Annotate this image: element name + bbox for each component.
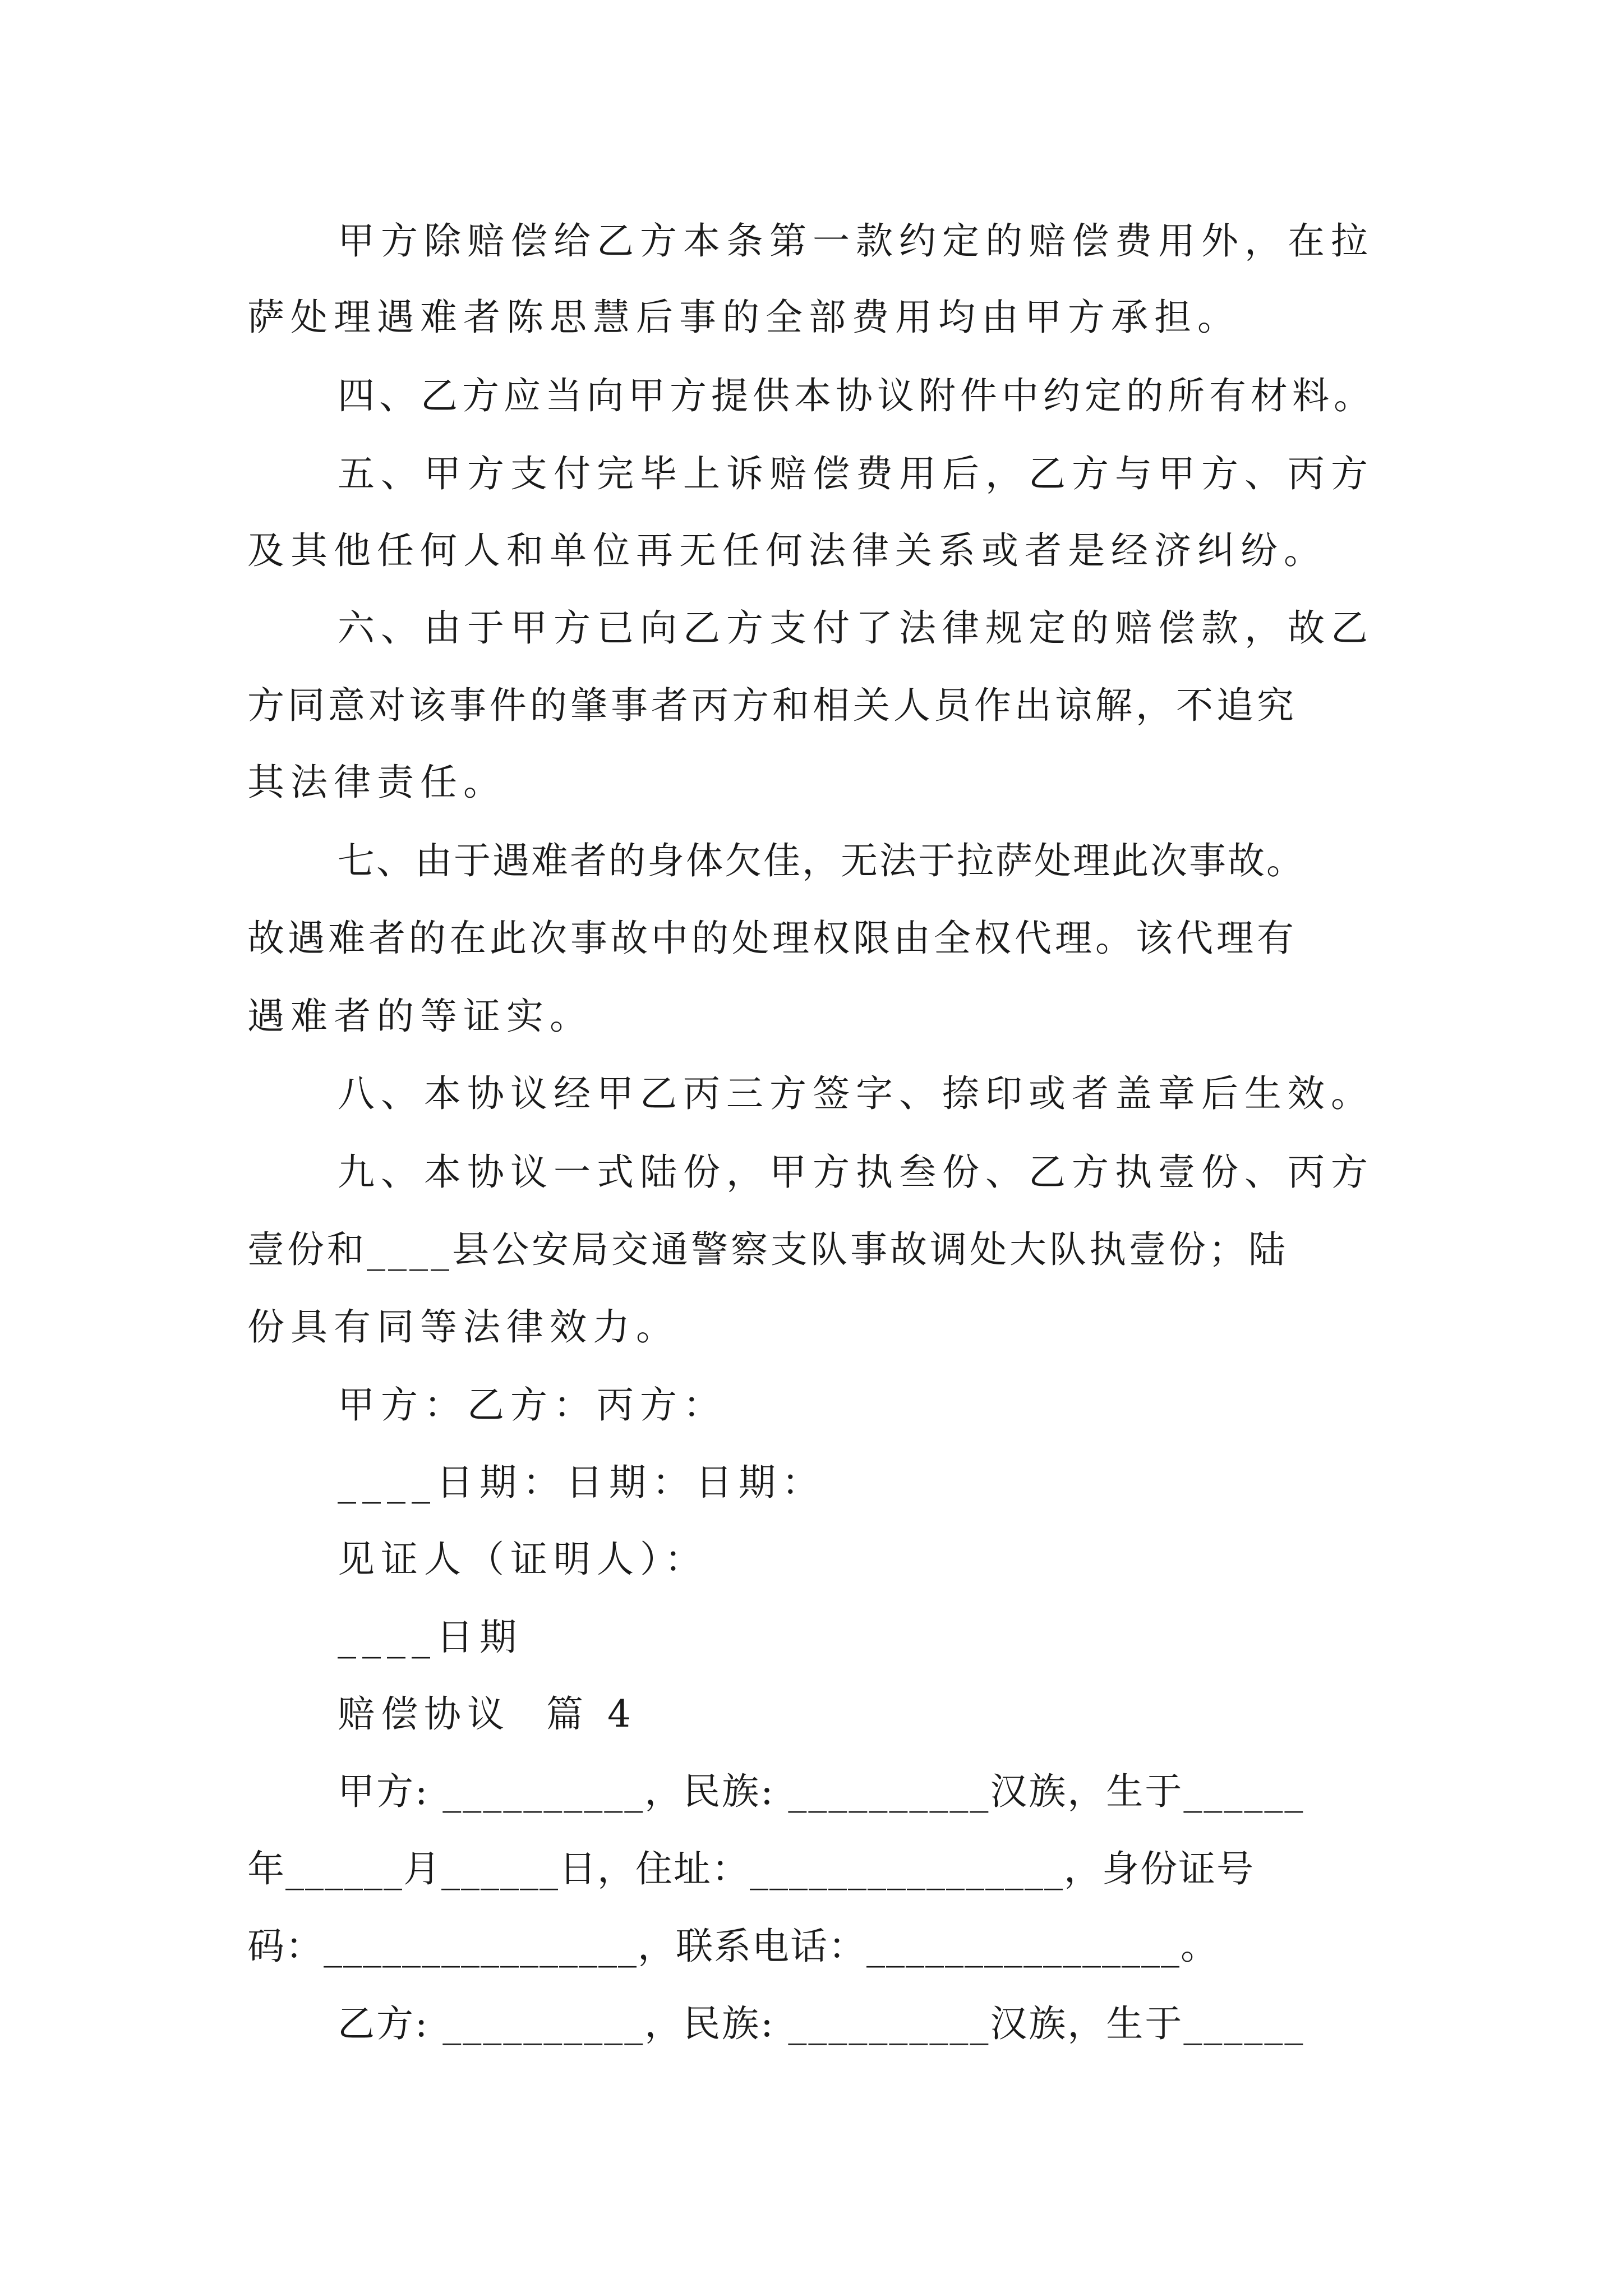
text-line: 七、由于遇难者的身体欠佳，无法于拉萨处理此次事故。 (338, 839, 1305, 882)
form-line: 乙方: __________，民族: __________汉族，生于______ (338, 2002, 1305, 2045)
text-line: 故遇难者的在此次事故中的处理权限由全权代理。该代理有 (247, 917, 1297, 960)
text-line: 份具有同等法律效力。 (247, 1305, 679, 1349)
text-line: 八、本协议经甲乙丙三方签字、捺印或者盖章后生效。 (338, 1072, 1374, 1115)
text-line: 及其他任何人和单位再无任何法律关系或者是经济纠纷。 (247, 529, 1327, 572)
text-line: 见证人（证明人）： (338, 1538, 708, 1581)
form-line: 码：________________，联系电话：________________。 (247, 1925, 1219, 1968)
form-line: 甲方: __________，民族: __________汉族，生于______ (338, 1770, 1305, 1813)
text-line: 甲方除赔偿给乙方本条第一款约定的赔偿费用外，在拉 (338, 219, 1374, 263)
text-line: 甲方：乙方：丙方： (338, 1383, 726, 1427)
text-line: 壹份和____县公安局交通警察支队事故调处大队执壹份；陆 (247, 1228, 1288, 1271)
text-line: ____日期 (338, 1616, 523, 1659)
text-line: ____日期：日期：日期： (338, 1461, 825, 1504)
section-title: 赔偿协议 篇 4 (338, 1692, 637, 1736)
text-line: 遇难者的等证实。 (247, 995, 593, 1038)
text-line: 六、由于甲方已向乙方支付了法律规定的赔偿款，故乙 (338, 606, 1374, 650)
text-line: 九、本协议一式陆份，甲方执叁份、乙方执壹份、丙方 (338, 1151, 1374, 1194)
text-line: 萨处理遇难者陈思慧后事的全部费用均由甲方承担。 (247, 296, 1241, 339)
text-line: 其法律责任。 (247, 761, 506, 804)
text-line: 五、甲方支付完毕上诉赔偿费用后，乙方与甲方、丙方 (338, 452, 1374, 495)
text-line: 四、乙方应当向甲方提供本协议附件中约定的所有材料。 (338, 374, 1375, 417)
form-line: 年______月______日，住址：________________，身份证号 (247, 1847, 1255, 1890)
text-line: 方同意对该事件的肇事者丙方和相关人员作出谅解，不追究 (247, 684, 1297, 727)
